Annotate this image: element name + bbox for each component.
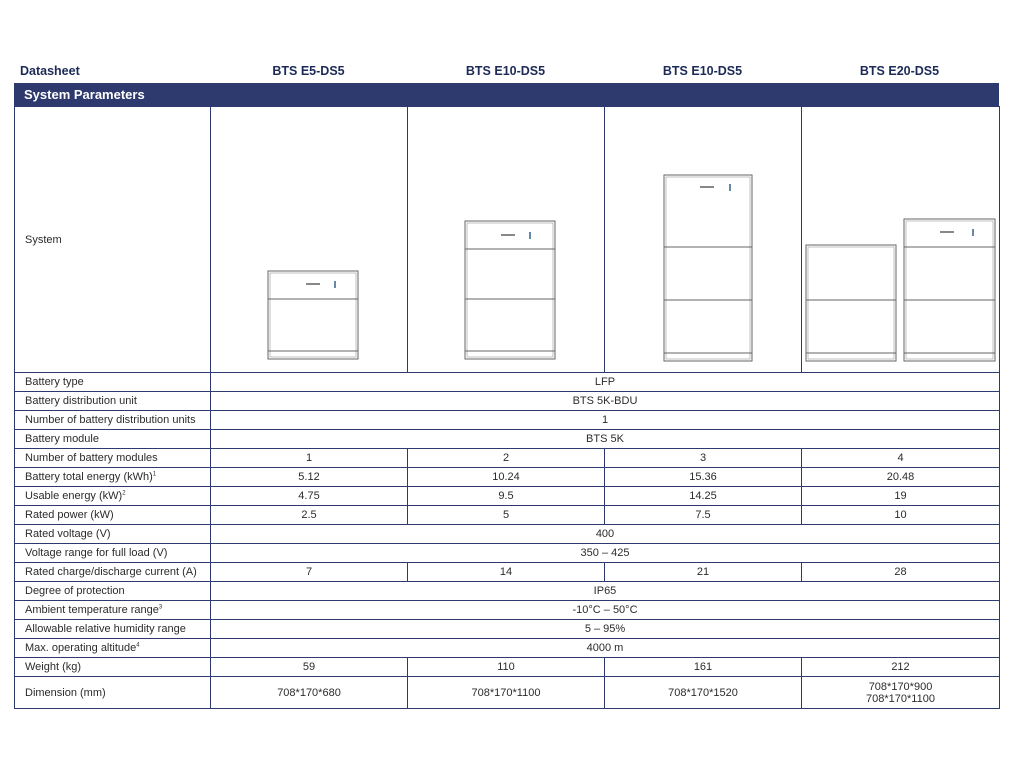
row-label: Rated charge/discharge current (A) [15, 563, 211, 582]
row-value: 9.5 [408, 487, 605, 506]
row-label: Degree of protection [15, 582, 211, 601]
battery-stack-image-4 [802, 107, 1000, 372]
row-value: 28 [802, 563, 1000, 582]
row-value: 7.5 [605, 506, 802, 525]
row-value: BTS 5K-BDU [211, 392, 1000, 411]
battery-stack-image-1 [211, 107, 408, 372]
row-value: 4 [802, 449, 1000, 468]
dimension-line: 708*170*1100 [866, 692, 935, 705]
model-header-4: BTS E20-DS5 [859, 64, 940, 78]
battery-module-row [15, 430, 1000, 449]
row-label: Max. operating altitude$^4$ [15, 639, 211, 658]
row-value: 2.5 [211, 506, 408, 525]
row-label: Dimension (mm) [15, 677, 211, 709]
row-label: Ambient temperature range$^3$ [15, 601, 211, 620]
system-row [15, 107, 1000, 373]
row-value: 14 [408, 563, 605, 582]
battery-type-row [15, 373, 1000, 392]
row-value: 15.36 [605, 468, 802, 487]
datasheet-title: Datasheet [20, 64, 80, 78]
row-value: 5.12 [211, 468, 408, 487]
total-energy-row [15, 468, 1000, 487]
row-label: Number of battery modules [15, 449, 211, 468]
dimension-row [15, 677, 1000, 709]
row-value: 59 [211, 658, 408, 677]
row-value: 212 [802, 658, 1000, 677]
row-value: LFP [211, 373, 1000, 392]
row-value: 161 [605, 658, 802, 677]
row-label: Allowable relative humidity range [15, 620, 211, 639]
row-value: 10 [802, 506, 1000, 525]
usable-energy-row [15, 487, 1000, 506]
row-value: 5 [408, 506, 605, 525]
row-value: 4.75 [211, 487, 408, 506]
altitude-row [15, 639, 1000, 658]
module-count-row [15, 449, 1000, 468]
footnote-marker: 2 [122, 490, 126, 497]
row-label: Battery total energy (kWh)$^1$ [15, 468, 211, 487]
row-value: 708*170*1100 [408, 677, 605, 709]
rated-power-row [15, 506, 1000, 525]
footnote-marker: 1 [152, 471, 157, 478]
row-value: 7 [211, 563, 408, 582]
battery-stack-image-3 [605, 107, 802, 372]
weight-row [15, 658, 1000, 677]
row-value: 21 [605, 563, 802, 582]
row-value: 350 – 425 [211, 544, 1000, 563]
row-label: Battery type [15, 373, 211, 392]
rated-voltage-row [15, 525, 1000, 544]
row-label: Battery module [15, 430, 211, 449]
model-header-1: BTS E5-DS5 [272, 64, 345, 78]
row-label: Weight (kg) [15, 658, 211, 677]
row-value: 5 – 95% [211, 620, 1000, 639]
row-value: 1 [211, 411, 1000, 430]
protection-row [15, 582, 1000, 601]
row-label: Rated power (kW) [15, 506, 211, 525]
row-value: IP65 [211, 582, 1000, 601]
row-label: Rated voltage (V) [15, 525, 211, 544]
spec-table [14, 106, 1000, 709]
row-label: Voltage range for full load (V) [15, 544, 211, 563]
row-value: 708*170*680 [211, 677, 408, 709]
row-value: 20.48 [802, 468, 1000, 487]
row-label: Usable energy (kW)$^2$ [15, 487, 211, 506]
section-title: System Parameters [24, 87, 145, 102]
footnote-marker: 3 [158, 604, 163, 611]
row-value: 14.25 [605, 487, 802, 506]
row-value: 3 [605, 449, 802, 468]
model-header-2: BTS E10-DS5 [465, 64, 546, 78]
current-row [15, 563, 1000, 582]
battery-stack-image-2 [408, 107, 605, 372]
row-value: 10.24 [408, 468, 605, 487]
model-header-3: BTS E10-DS5 [662, 64, 743, 78]
bdu-count-row [15, 411, 1000, 430]
system-label: System [15, 107, 211, 373]
row-value: 19 [802, 487, 1000, 506]
bdu-row [15, 392, 1000, 411]
row-value: 4000 m [211, 639, 1000, 658]
temperature-row [15, 601, 1000, 620]
row-value: 110 [408, 658, 605, 677]
row-label: Battery distribution unit [15, 392, 211, 411]
voltage-range-row [15, 544, 1000, 563]
footnote-marker: 4 [136, 642, 140, 649]
row-value [802, 677, 1000, 709]
section-header [14, 83, 999, 106]
row-value: 2 [408, 449, 605, 468]
row-value: 1 [211, 449, 408, 468]
row-value: 708*170*1520 [605, 677, 802, 709]
row-value: 400 [211, 525, 1000, 544]
row-value: BTS 5K [211, 430, 1000, 449]
row-value: -10°C – 50°C [211, 601, 1000, 620]
row-label: Number of battery distribution units [15, 411, 211, 430]
dimension-line: 708*170*900 [868, 680, 933, 693]
humidity-row [15, 620, 1000, 639]
